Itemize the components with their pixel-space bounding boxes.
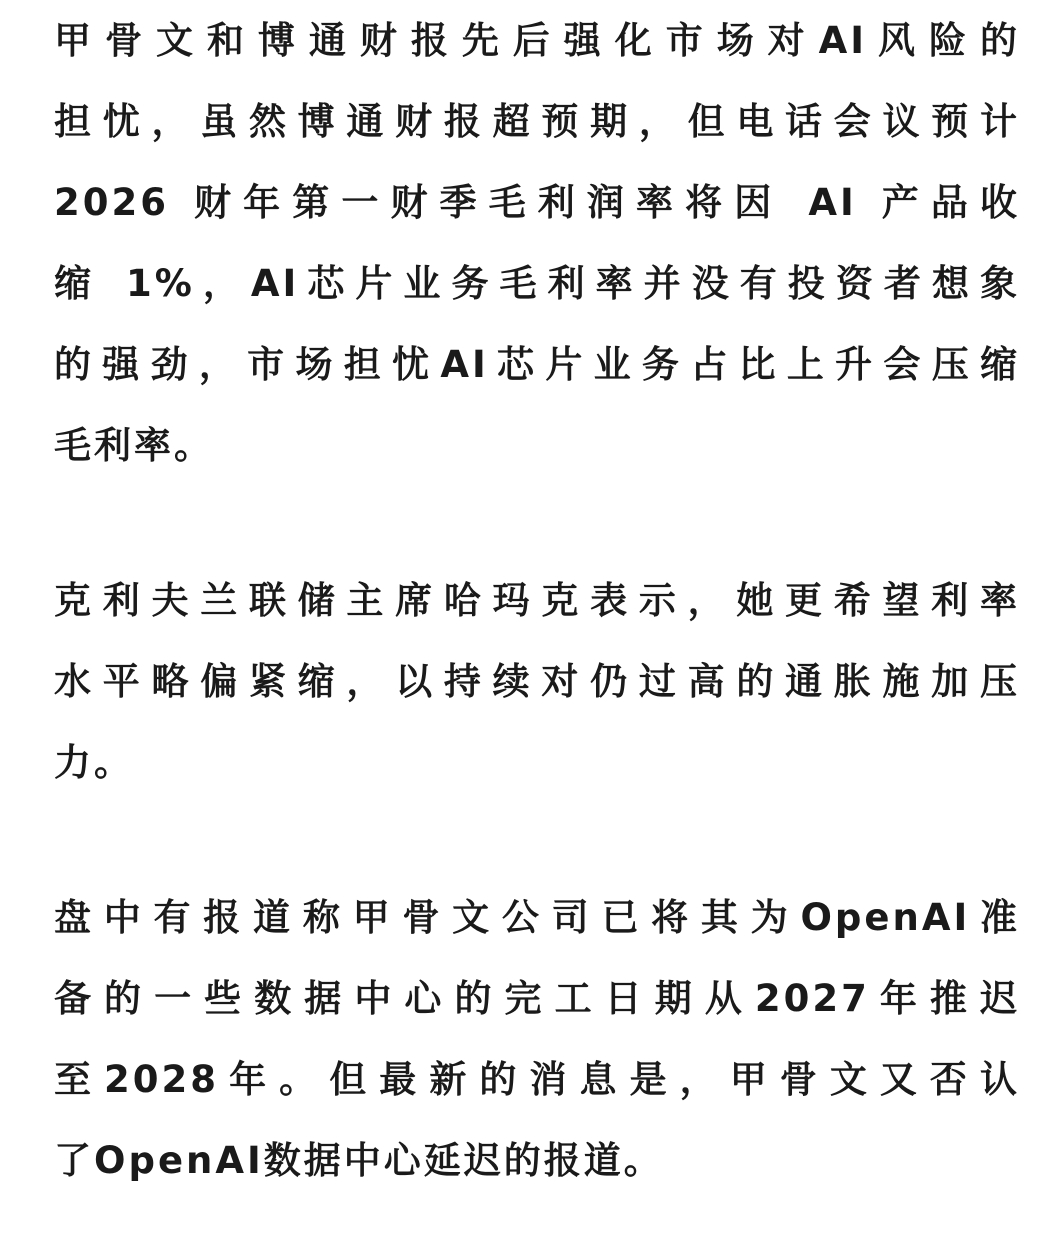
text-line: 毛利率。: [54, 424, 214, 467]
text-line: 担忧，虽然博通财报超预期，但电话会议预计: [54, 100, 1020, 143]
text-line: 至2028年。但最新的消息是，甲骨文又否认: [54, 1058, 1020, 1101]
text-line: 盘中有报道称甲骨文公司已将其为OpenAI准: [54, 896, 1020, 939]
text-line: 力。: [54, 741, 134, 784]
paragraph-spacer: [54, 803, 1020, 877]
text-line: 甲骨文和博通财报先后强化市场对AI风险的: [54, 19, 1020, 62]
paragraph-cleveland-fed: [54, 560, 1020, 803]
text-line: 了OpenAI数据中心延迟的报道。: [54, 1139, 664, 1182]
paragraph-openai-datacenter: [54, 877, 1020, 1201]
paragraph-spacer: [54, 486, 1020, 560]
text-line: 的强劲，市场担忧AI芯片业务占比上升会压缩: [54, 343, 1020, 386]
text-line: 缩 1%，AI芯片业务毛利率并没有投资者想象: [54, 262, 1020, 305]
text-line: 水平略偏紧缩，以持续对仍过高的通胀施加压: [54, 660, 1020, 703]
text-line: 克利夫兰联储主席哈玛克表示，她更希望利率: [54, 579, 1020, 622]
article-body: [54, 0, 1020, 1201]
text-line: 备的一些数据中心的完工日期从2027年推迟: [54, 977, 1020, 1020]
paragraph-oracle-broadcom: [54, 0, 1020, 486]
text-line: 2026 财年第一财季毛利润率将因 AI 产品收: [54, 181, 1020, 224]
